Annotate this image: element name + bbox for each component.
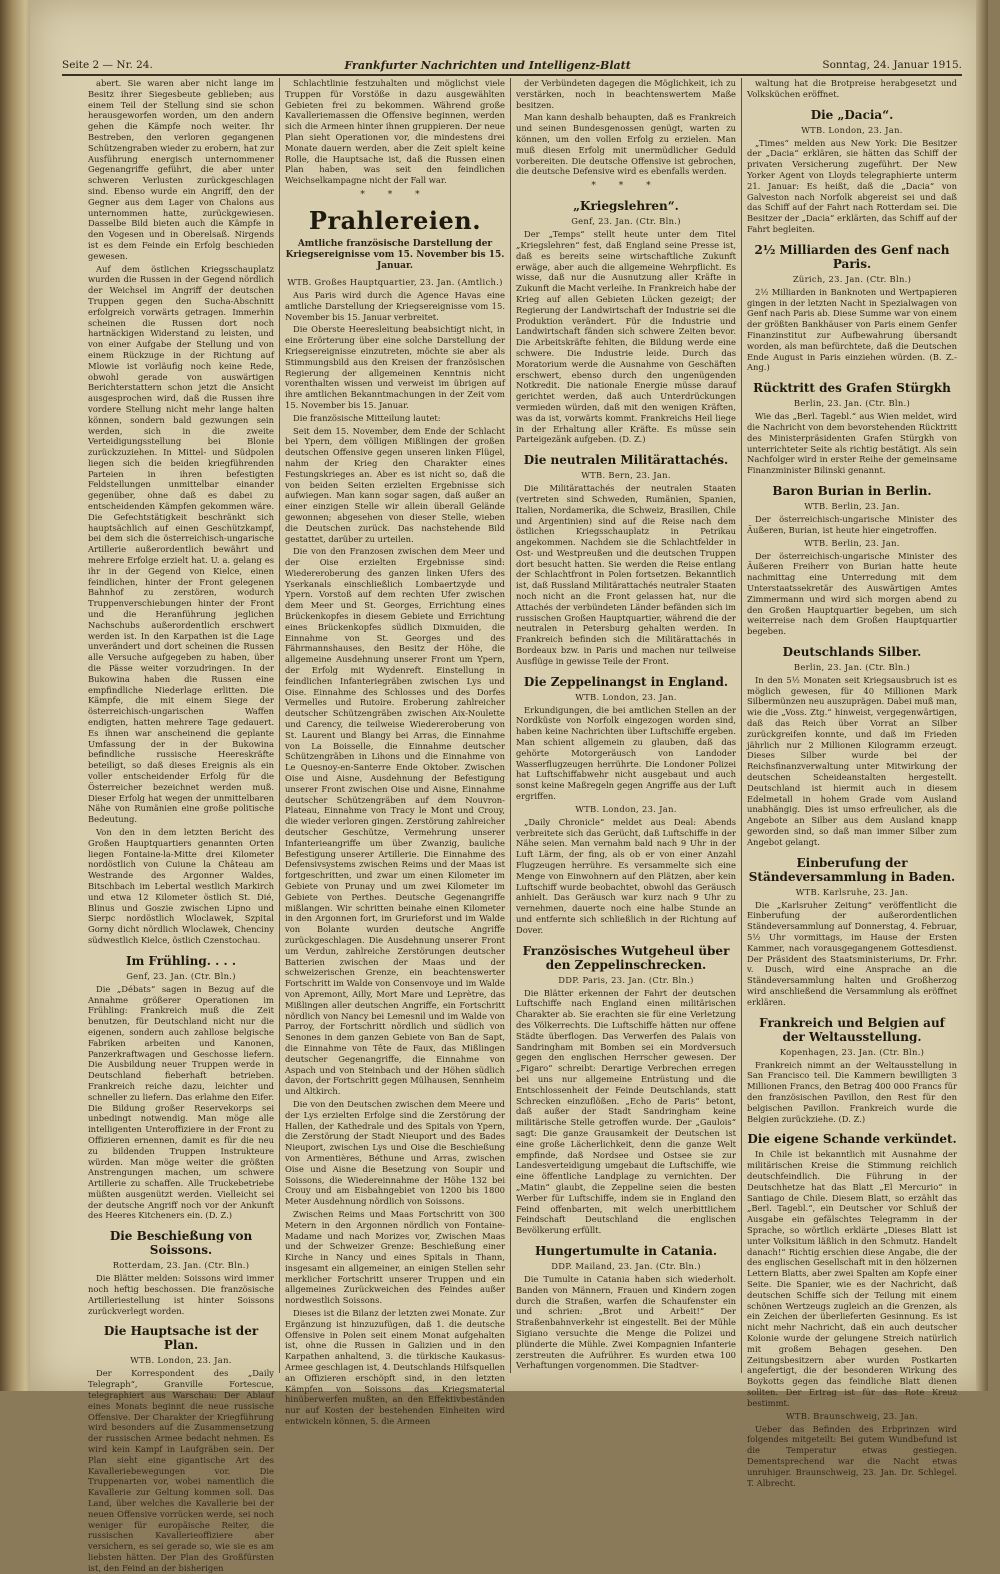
section-separator: * * *	[591, 181, 661, 192]
headline: „Kriegslehren“.	[573, 199, 679, 214]
masthead-title: Frankfurter Nachrichten und Intelligenz-Blatt	[344, 58, 631, 72]
column-3	[516, 78, 736, 1373]
dateline: Rotterdam, 23. Jan. (Ctr. Bln.)	[112, 1260, 250, 1271]
column-4	[747, 78, 957, 1488]
column-divider	[510, 78, 511, 1373]
subheadline: Amtliche französische Darstellung der Kriegsereignisse vom 15. November bis 15. Januar.	[285, 238, 505, 271]
headline: Einberufung der Ständeversammlung in Baden.	[748, 855, 956, 884]
page-edge	[976, 0, 988, 1391]
issue-date: Sonntag, 24. Januar 1915.	[822, 59, 962, 71]
dateline: WTB. London, 23. Jan.	[801, 124, 903, 135]
dateline: WTB. Großes Hauptquartier, 23. Jan. (Amtlich.)	[287, 276, 503, 287]
book-spine	[0, 0, 30, 1391]
article-text: Frankreich nimmt an der Weltausstellung in San Francisco teil. Die Kammern bewilligten 3 Millionen Francs, den Betrag 400 000 Francs für den französischen Pavillon, den Rest für den belgischen Pavillon. Frankreich wurde die Belgien zurückziehe. (D. Z.)	[747, 1059, 957, 1124]
page-number: Seite 2 — Nr. 24.	[62, 59, 153, 71]
dateline: DDP. Paris, 23. Jan. (Ctr. Bln.)	[558, 974, 694, 985]
article-text: abert. Sie waren aber nicht lange im Besitz ihrer Siegesbeute geblieben; aus einem Teil der Stellung sind sie schon herausgeworfen worden, um den andern gehen die Kämpfe noch weiter. Ihr Bestreben, den verloren gegangenen Schützengraben wieder zu erobern, hat zur Ausführung energisch unternommener Gegenangriffe geführt, die aber unter schweren Verlusten zurückgeschlagen sind. Ebenso wurde ein Angriff, den der Gegner aus dem Lager von Chalons aus unternommen hatte, zurückgewiesen. Dasselbe Bild bieten auch die Kämpfe in den Vogesen und in Oberelsaß. Nirgends ist es dem Feinde ein Erfolg beschieden gewesen.	[88, 78, 274, 261]
article-text: „Times“ melden aus New York: Die Besitzer der „Dacia“ erklären, sie hätten das Schiff der privaten Versicherung zugeführt. Der New Yorker Agent von Lloyds telegraphierte unterm 21. Januar: Es heißt, daß die „Dacia“ von Galveston nach Norfolk abgereist sei und daß das Schiff auf der Fahrt nach Rotterdam sei. Die Besitzer der „Dacia“ erklärten, das Schiff auf der Fahrt begleiten.	[747, 137, 957, 234]
headline: Baron Burian in Berlin.	[772, 483, 932, 498]
dateline: WTB. Berlin, 23. Jan.	[804, 537, 900, 548]
article-text: Wie das „Berl. Tagebl.“ aus Wien meldet, wird die Nachricht von dem bevorstehenden Rücktritt des Ministerpräsidenten Grafen Stürgkh von unterrichteter Seite als richtig bestätigt. Als sein Nachfolger wird in erster Reihe der gemeinsame Finanzminister Bilinski genannt.	[747, 411, 957, 476]
column-divider	[741, 78, 742, 1373]
dateline: Berlin, 23. Jan. (Ctr. Bln.)	[793, 661, 911, 672]
dateline: Zürich, 23. Jan. (Ctr. Bln.)	[792, 273, 912, 284]
headline: Die eigene Schande verkündet.	[747, 1132, 957, 1147]
article-text: In Chile ist bekanntlich mit Ausnahme der militärischen Kreise die Stimmung reichlich deutschfeindlich. Die Führung in der Deutschhetze hat das Blatt „El Mercurio“ in Santiago de Chile. Diesem Blatt, so erzählt das „Berl. Tagebl.“, ein Deutscher vor Schluß der Ausgabe ein gefälschtes Telegramm in der Sprache, so wörtlich erklärte „Dieses Blatt ist unter Volksitum läßlich in den Schmutz. Handelt danach!“ Richtig erschien diese Angabe, die der des englischen Gesellschaft mit in den hölzernen Lettern Blatts, aber zwei Spalten am Kopfe einer Seite. Die Spanier, wie es der Nachricht, daß deutschen Schiffe sich der Teilung mit einem schönen Wertzeugs zugleich an die Grenzen, als ein Zeichen der überlieferten Gesinnung. Es ist nicht mehr Nachricht, daß ein auch deutscher Kolonie wurde der gelungene Streich natürlich mit großem Behagen gesehen. Den Zeitungsbesitzern aber wurden Postkarten angefertigt, die der besonderen Wirkung des Boykotts gegen das feindliche Blatt dienen sollten. Der Ertrag ist für das Rote Kreuz bestimmt.	[747, 1149, 957, 1408]
article-text: Die „Karlsruher Zeitung“ veröffentlicht die Einberufung der außerordentlichen Ständeversammlung auf Donnerstag, 4. Februar, 5½ Uhr vormittags, im Hause der Ersten Kammer, nach vorausgegangenem Gottesdienst. Der Präsident des Staatsministeriums, Dr. Frhr. v. Dusch, wird eine Ansprache an die Ständeversammlung halten und Großherzog wird anschließend die Versammlung als eröffnet erklären.	[747, 899, 957, 1007]
headline: Französisches Wutgeheul über den Zeppelinschrecken.	[522, 943, 730, 972]
dateline: Kopenhagen, 23. Jan. (Ctr. Bln.)	[779, 1046, 925, 1057]
article-text: „Daily Chronicle“ meldet aus Deal: Abends verbreitete sich das Gerücht, daß Luftschiffe in der Nähe seien. Man vernahm bald nach 9 Uhr in der Luft Lärm, der fing, als ob er von einer Anzahl Flugzeugen herrühre. Es versammelte sich eine Menge von Einwohnern auf den Plätzen, aber kein Luftschiff wurde beobachtet, obwohl das Geräusch anhielt. Das Geräusch war kurz nach 9 Uhr zu vernehmen, dauerte noch eine halbe Stunde an und entfernte sich schließlich in der Richtung auf Dover.	[516, 816, 736, 935]
dateline: WTB. Karlsruhe, 23. Jan.	[795, 886, 909, 897]
article-text: Der österreichisch-ungarische Minister des Äußeren, Burian, ist heute hier eingetroffen.	[747, 513, 957, 535]
article-text: Der österreichisch-ungarische Minister des Äußeren Freiherr von Burian hatte heute nachmittag eine Unterredung mit dem Unterstaatssekretär des Auswärtigen Amtes Zimmermann und wird sich morgen abend zu den Großen Hauptquartier begeben, um sich weiterreise nach dem Großen Hauptquartier begeben.	[747, 550, 957, 637]
headline: Die „Dacia“.	[810, 107, 894, 122]
article-text: der Verbündeten dagegen die Möglichkeit, ich zu verstärken, noch in beachtenswertem Maße besitzen.	[516, 78, 736, 110]
article-text: Auf dem östlichen Kriegsschauplatz wurden die Russen in der Gegend nördlich der Weichsel im Angriff der deutschen Truppen gegen den Sucha-Abschnitt erfolgreich vorwärts getragen. Immerhin scheinen die Russen dort noch hartnäckigen Widerstand zu leisten, und von einer Aufgabe der Stellung und von einem Rückzuge in der Richtung auf Mlowie ist vorläufig noch keine Rede, obwohl gerade von auswärtigen Berichterstattern schon jetzt die Ansicht ausgesprochen wird, daß die Russen ihre vordere Stellung nicht mehr lange halten können, sondern bald gezwungen sein werden, sich in die zweite Verteidigungsstellung bei Blonie zurückzuziehen. In Mittel- und Südpolen liegen sich die beiden kriegführenden Parteien in ihren befestigten Feldstellungen unmittelbar einander gegenüber, ohne daß es dabei zu entscheidenden Kämpfen gekommen wäre. Die Gefechtstätigkeit beschränkt sich hauptsächlich auf einen Geschützkampf, bei dem sich die österreichisch-ungarische Artillerie außerordentlich bewährt und mehrere Erfolge erzielt hat. U. a. gelang es ihr in der Gegend von Kielce, einen feindlichen, hinter der Front gelegenen Bahnhof zu zerstören, wodurch Truppenverschiebungen hinter der Front und die Heranführung jeglichen Nachschubs außerordentlich erschwert werden ist. In den Karpathen ist die Lage unverändert und dort scheinen die Russen alle Versuche aufgegeben zu haben, über die Pässe weiter vorzudringen. In der Bukowina haben die Russen eine empfindliche Niederlage erlitten. Die Kämpfe, die mit einem Siege der österreichisch-ungarischen Waffen endigten, hatten mehrere Tage gedauert. Es ihnen war anscheinend die geplante Umfassung der in der Bukowina befindliche russische Heereskräfte beteiligt, so daß dieses Ereignis als ein voller entscheidender Erfolg für die Österreicher bezeichnet werden muß. Dieser Erfolg hat wegen der unmittelbaren Nähe von Rumänien eine große politische Bedeutung.	[88, 263, 274, 825]
article-text: Der „Temps“ stellt heute unter dem Titel „Kriegslehren“ fest, daß England seine Presse ist, daß es bereits seine wirtschaftliche Zukunft erwäge, aber auch die allgemeine Wehrpflicht. Es wisse, daß nur die Ausnutzung aller Kräfte in Zukunft die Macht verleihe. In Frankreich habe der Krieg auf allen Gebieten Lücken gezeigt; der Regierung der Landwirtschaft der Industrie sei die Produktion verändert. Für die Industrie und Landwirtschaft fänden sich schwere Zeiten bevor. Die Arbeitskräfte fehlten, die Bildung werde eine schwere. Die Industrie leide. Durch das Moratorium werde die Ausnahme von Geschäften erschwert, ebenso durch den ungenügenden Notkredit. Die nationale Energie müsse darauf gerichtet werden, daß auch Unterdrückungen vermieden würden, daß mit den wenigen Kräften, was da ist, vorwärts kommt. Frankreichs Heil liege in der Erhaltung aller Kräfte. Es müsse sein Parteigezänk aufgeben. (D. Z.)	[516, 229, 736, 445]
article-text: Von den in dem letzten Bericht des Großen Hauptquartiers genannten Orten liegen Fontaine-la-Mitte drei Kilometer nordöstlich von Cuiune la Château am Westrande des Argonner Waldes, Bitschbach im Lebertal westlich Markirch und etwa 12 Kilometer östlich St. Dié, Blinus und Goszie zwischen Lipno und Sierpc nordöstlich Wloclawek, Szpital Gorny dicht nördlich Wloclawek, Chenciny südwestlich Kielce, östlich Czenstochau.	[88, 826, 274, 945]
article-text: In den 5½ Monaten seit Kriegsausbruch ist es möglich gewesen, für 40 Millionen Mark Silbermünzen neu auszuprägen. Dabei muß man, wie die „Voss. Ztg.“ hinweist, vergegenwärtigen, daß das Reich über Vorrat an Silber zurückgreifen konnte, und daß im Frieden jährlich nur 2 Millionen Kilogramm erzeugt. Dieses Silber wurde bei der Reichsfinanzverwaltung unter Mitwirkung der deutschen Scheideanstalten hergestellt. Deutschland ist hiermit auch in diesem Edelmetall in hohem Grade vom Ausland unabhängig. Dies ist umso erfreulicher, als die Angebote an Silber aus dem Ausland knapp geworden sind, so daß man immer Silber zum Angebot gelangt.	[747, 674, 957, 847]
article-text: Dieses ist die Bilanz der letzten zwei Monate. Zur Ergänzung ist hinzuzufügen, daß 1. die deutsche Offensive in Polen seit einem Monat aufgehalten ist, ohne die Russen in Galizien und in den Karpathen anhaltend, 3. die türkische Kaukasus-Armee geschlagen ist, 4. Deutschlands Hilfsquellen an Offizieren erschöpft sind, in den letzten Kämpfen von Soissons das Kriegsmaterial hinüberwerfen mußten, an den Effektivbeständen nur auf Kosten der bestehenden Einheiten wird entwickeln können, 5. die Armeen	[285, 1308, 505, 1427]
article-text: Die Blätter erkennen der Fahrt der deutschen Luftschiffe nach England einen militärischen Charakter ab. Sie erachten sie für eine Verletzung des Völkerrechts. Die Luftschiffe hätten nur offene Städte überflogen. Das Verwerfen des Palais von Sandringham mit Bomben sei ein Mordversuch gegen den englischen Herrscher gewesen. Der „Figaro“ schreibt: Derartige Verbrechen erregen bei uns nur allgemeine Entrüstung und die Entschlossenheit der Feinde Deutschlands, statt Schrecken einzuflößen. „Echo de Paris“ betont, daß außer der Stadt Sandringham keine militärische Stelle getroffen wurde. Der „Gaulois“ sagt: Die ganze Grausamkeit der Deutschen ist eine große Lächerlichkeit, denn die ganze Welt empfinde, daß Nordsee und Ostsee sie zur Landesverteidigung umgebaut die Luftschiffe, wie eine öffentliche Landplage zu vernichten. Der „Matin“ glaubt, die Zeppeline seien die besten Werber für Luftschiffe, indem sie in England den Feind offenbarten, mit welch unerbittlichem Feindschaft Deutschland die englischen Bevölkerung erfüllt.	[516, 987, 736, 1236]
dateline: DDP. Mailand, 23. Jan. (Ctr. Bln.)	[551, 1260, 701, 1271]
article-text: Erkundigungen, die bei amtlichen Stellen an der Nordküste von Norfolk eingezogen worden sind, haben keine Nachrichten über Luftschiffe ergeben. Man schient allgemein zu glauben, daß das gehörte Motorgeräusch von Landoder Wasserflugzeugen herrührte. Die Londoner Polizei hat Luftschiffabwehr nicht ausgebaut und auch sonst keine Maßregeln gegen Angriffe aus der Luft ergriffen.	[516, 704, 736, 802]
article-text: Aus Paris wird durch die Agence Havas eine amtliche Darstellung der Kriegsereignisse vom 15. November bis 15. Januar verbreitet.	[285, 289, 505, 322]
headline: Die neutralen Militärattachés.	[523, 453, 729, 468]
section-separator: * * *	[360, 189, 430, 200]
column-1	[88, 78, 274, 1573]
headline: Die Beschießung von Soissons.	[109, 1229, 253, 1258]
article-text: Zwischen Reims und Maas Fortschritt von 300 Metern in den Argonnen nördlich von Fontaine-Madame und nach Morizes vor, Zwischen Maas und der Schweizer Grenze: Beschießung einer Kirche in Nancy und eines Spitals in Thann, insgesamt ein allgemeiner, an einigen Stellen sehr merklicher Fortschritt unserer Truppen und ein allgemeines Zurückweichen des Feindes außer nordwestlich Soissons.	[285, 1208, 505, 1306]
dateline: WTB. London, 23. Jan.	[130, 1355, 232, 1366]
dateline: WTB. Berlin, 23. Jan.	[804, 500, 900, 511]
column-2	[285, 78, 505, 1427]
headline: 2½ Milliarden des Genf nach Paris.	[754, 242, 950, 271]
article-text: Die „Débats“ sagen in Bezug auf die Annahme größerer Operationen im Frühling: Frankreich muß die Zeit benutzen, für Deutschland nicht nur die eigenen, sondern auch zahllose belgische Fabriken arbeiten und Kanonen, Panzerkraftwagen und Geschosse liefern. Die Ausbildung neuer Truppen werde in Deutschland fieberhaft betrieben. Frankreich reiche dazu, leichter und schneller zu liefern. Das erlahme den Eifer. Die Bildung großer Reservekorps sei unbedingt notwendig. Man möge alle intelligenten Unteroffiziere in der Front zu Offizieren ernennen, damit es für die neu zu bildenden Truppen Instrukteure würden. Man möge weiter die größten Anstrengungen machen, um schwere Artillerie zu schaffen. Alle Truckebetriebe müßten ausgenützt werden. Vielleicht sei der deutsche Angriff noch vor der Ankunft des Heeres Kitcheners ein. (D. Z.)	[88, 983, 274, 1221]
article-text: 2½ Milliarden in Banknoten und Wertpapieren gingen in der letzten Nacht in Spezialwagen von Genf nach Paris ab. Diese Summe war von einem der größten Bankhäuser von Paris einem Genfer Finanzinstitut zur Aufbewahrung übersandt worden, als man befürchtete, daß die Deutschen Ende August in Paris einziehen würden. (B. Z.-Ang.)	[747, 286, 957, 373]
headline: Die Hauptsache ist der Plan.	[103, 1324, 259, 1353]
article-text: Die von den Deutschen zwischen dem Meere und der Lys erzielten Erfolge sind die Zerstörung der Hallen, der Kathedrale und des Spitals von Ypern, die Zerstörung der Stadt Nieuport und des Bades Nieuport, zwischen Lys und Oise die Beschießung von Armentières, Béthune und Arras, zwischen Oise und Aisne die Besetzung von Soupir und Soissons, die Wiedereinnahme der Höhe 132 bei Crouy und am Eisbahngebiet von 1200 bis 1800 Meter Ausdehnung nördlich von Soissons.	[285, 1098, 505, 1207]
article-text: Die Oberste Heeresleitung beabsichtigt nicht, in eine Erörterung über eine solche Darstellung der Kriegsereignisse einzutreten, möchte sie aber als Stimmungsbild aus den Kreisen der französischen Regierung der allgemeinen Kenntnis nicht vorenthalten wissen und verweist im übrigen auf ihre amtlichen Bekanntmachungen in der Zeit vom 15. November bis 15. Januar.	[285, 324, 505, 410]
page-header	[62, 57, 962, 73]
headline: Hungertumulte in Catania.	[534, 1243, 718, 1258]
header-rule	[62, 74, 962, 76]
article-text: Die Militärattachés der neutralen Staaten (vertreten sind Schweden, Rumänien, Spanien, Italien, Nordamerika, die Schweiz, Brasilien, Chile und Argentinien) sind auf die Reise nach dem östlichen Kriegsschauplatz in Petrikau angekommen. Nachdem sie die Schlachtfelder in Ost- und Westpreußen und die deutschen Truppen dort besucht hatten. Sie werden die Reise entlang der Schlachtfront in Polen fortsetzen. Bekanntlich ist, daß Russland Militärattachés neutraler Staaten noch nicht an die Front gelassen hat, nur die Attachés der verbündeten Länder befänden sich im russischen Großen Hauptquartier, während die der neutralen in Petersburg gehalten werden. In Frankreich befinden sich die Militärattachés in Bordeaux bzw. in Paris und machen nur teilweise Ausflüge in gewisse Teile der Front.	[516, 483, 736, 666]
dateline: WTB. London, 23. Jan.	[575, 691, 677, 702]
headline: Im Frühling. . . .	[125, 953, 237, 968]
headline: Rücktritt des Grafen Stürgkh	[753, 381, 951, 396]
column-divider	[279, 78, 280, 1373]
headline: Die Zeppelinangst in England.	[523, 674, 729, 689]
dateline: Genf, 23. Jan. (Ctr. Bln.)	[126, 970, 236, 981]
article-text: Die französische Mitteilung lautet:	[293, 412, 441, 423]
article-text: Schlachtlinie festzuhalten und möglichst viele Truppen für Vorstöße in dazu ausgewählten Gebieten frei zu bekommen. Während große Kavalleriemassen die Offensive beginnen, werden sich die Armeen hinter ihnen gruppieren. Der neue Plan sieht Operationen vor, die mindestens drei Monate dauern werden, aber die Zeit spielt keine Rolle, die Hauptsache ist, daß die Russen einen Plan haben, was seit den feindlichen Weichselkampagne nicht der Fall war.	[285, 78, 505, 186]
article-text: waltung hat die Brotpreise herabgesetzt und Volksküchen eröffnet.	[747, 78, 957, 99]
headline: Deutschlands Silber.	[782, 644, 922, 659]
article-text: Die Blätter melden: Soissons wird immer noch heftig beschossen. Die französische Artilleriestellung ist hinter Soissons zurückverlegt worden.	[88, 1273, 274, 1316]
article-text: Die von den Franzosen zwischen dem Meer und der Oise erzielten Ergebnisse sind: Wiedereroberung des ganzen linken Ufers des Yserkanals einschließlich Lombaertzyde und Ypern. Vorstoß auf dem rechten Ufer zwischen dem Meer und St. Georges, Errichtung eines Brückenkopfes in diesem Gebiete und Errichtung eines Brückenkopfes südlich Dixmuiden, die Einnahme von St. Georges und des Fährmannshauses, den Besitz der Höhe, die allgemeine Ausdehnung unserer Front um Ypern, der Erfolg mit Wydenreft. Einstellung in feindlichen Infanteriegräben zwischen Lys und Oise. Einnahme des Schlosses und des Dorfes Vermelles und Rutoire. Eroberung zahlreicher deutscher Schützengräben zwischen Aix-Noulette und Carency, die teilweise Wiedereroberung von St. Laurent und Blangy bei Arras, die Einnahme von La Boisselle, die Einnahme deutscher Schützengräben in Lihons und die Einnahme von Le Quesnoy-en-Santerre Ende Oktober. Zwischen Oise und Aisne, Ausdehnung der Befestigung unserer Front zwischen Oise und Aisne, Einnahme deutscher Schützengräben auf dem Nouvron-Plateau, Einnahme von Tracy le Mont und Crouy, die wieder verloren gingen. Zerstörung zahlreicher deutscher Geschütze, Vermehrung unserer Infanterieangriffe um über Zwanzig, bauliche Befestigung unserer Artillerie. Die Einnahme des Defensivsystems zwischen Reims und der Maas ist fortgeschritten, und zwar um einen Kilometer im Gebiete von Prunay und um zwei Kilometer im Gebiete von Perthes. Deutsche Gegenangriffe mißlangen. Wir schritten beinahe einen Kilometer in den Argonnen fort, im Grurieforst und im Walde von Bolante wurden deutsche Angriffe zurückgeschlagen. Die Ausdehnung unserer Front um Verdun, zahlreiche Zerstörungen deutscher Batterien zwischen der Maas und der schweizerischen Grenze, ein beachtenswerter Fortschritt im Walde von Consenvoye und im Walde von Apremont, Ailly, Mort Mare und Leprètre, das Mißlingen aller deutschen Angriffe, ein Fortschritt nördlich von Nancy bei Lemesnil und im Walde von Parroy, der Fortschritt nördlich und südlich von Senones in dem ganzen Gebiete von Ban de Sapt, die Einnahme von Tête de Faux, das Mißlingen deutscher Gegenangriffe, die Einnahme von Aspach und von Steinbach und der Höhen südlich davon, der Fortschritt gegen Mülhausen, Sennheim und Altkirch.	[285, 546, 505, 1097]
article-text: Ueber das Befinden des Erbprinzen wird folgendes mitgeteilt: Bei gutem Wundbefund ist die Temperatur etwas gestiegen. Dementsprechend war die Nacht etwas unruhiger. Braunschweig, 23. Jan. Dr. Schlegel. T. Albrecht.	[747, 1423, 957, 1488]
headline-large: Prahlereien.	[308, 205, 482, 235]
article-text: Die Tumulte in Catania haben sich wiederholt. Banden von Männern, Frauen und Kindern zogen durch die Straßen, warfen die Schaufenster ein und schrien: „Brot und Arbeit!“ Der Straßenbahnverkehr ist eingestellt. Bei der Mühle Sigiano versuchte die Menge die Polizei und plünderte die Mühle. Zwei Kompagnien Infanterie zerstreuten die Aufrührer. Es wurden etwa 100 Verhaftungen vorgenommen. Die Stadtver-	[516, 1273, 736, 1371]
dateline: WTB. London, 23. Jan.	[575, 803, 677, 814]
headline: Frankreich und Belgien auf der Weltausstellung.	[759, 1015, 945, 1044]
dateline: WTB. Braunschweig, 23. Jan.	[786, 1410, 918, 1421]
article-text: Der Korrespondent des „Daily Telegraph“, Granville Fortescue, telegraphiert aus Warschau: Der Ablauf eines Monats beginnt die neue russische Offensive. Der Charakter der Kriegführung wird besonders auf die Zusammensetzung der russischen Armee bedacht nehmen. Es wird kein Kampf in Laufgräben sein. Der Plan sieht eine gigantische Art des Kavalleriebewegungen vor. Die Truppenarten vor, wobei namentlich die Kavallerie zur Geltung kommen soll. Das Land, über welches die Kavallerie bei der neuen Offensive vorrücken werde, sei noch weniger für europäische Reiter, die russischen Kavallerieoffiziere aber versichern, es sei gerade so, wie sie es am liebsten hätten. Der Plan des Großfürsten ist, den Feind an der bisherigen	[88, 1368, 274, 1573]
dateline: Genf, 23. Jan. (Ctr. Bln.)	[571, 216, 681, 227]
article-text: Man kann deshalb behaupten, daß es Frankreich und seinen Bundesgenossen genügt, warten zu können, um den vollen Erfolg zu erzielen. Man muß diesen Erfolg mit unermüdlicher Geduld vorbereiten. Die deutsche Offensive ist gebrochen, die deutsche Defensive wird es ebenfalls werden.	[516, 112, 736, 177]
dateline: WTB. Bern, 23. Jan.	[581, 470, 671, 481]
article-text: Seit dem 15. November, dem Ende der Schlacht bei Ypern, dem völligen Mißlingen der großen deutschen Offensive gegen unseren linken Flügel, nahm der Krieg den Charakter eines Festungskrieges an. Aber es ist nicht so, daß die von beiden Seiten erzielten Ergebnisse sich aufwiegen. Man kann sogar sagen, daß außer an einer einzigen Stelle wir allein überall Gelände gewonnen; abgesehen von dieser Stelle, wieben die Deutschen zurück. Das nachstehende Bild gestattet, darüber zu urteilen.	[285, 425, 505, 544]
dateline: Berlin, 23. Jan. (Ctr. Bln.)	[793, 398, 911, 409]
